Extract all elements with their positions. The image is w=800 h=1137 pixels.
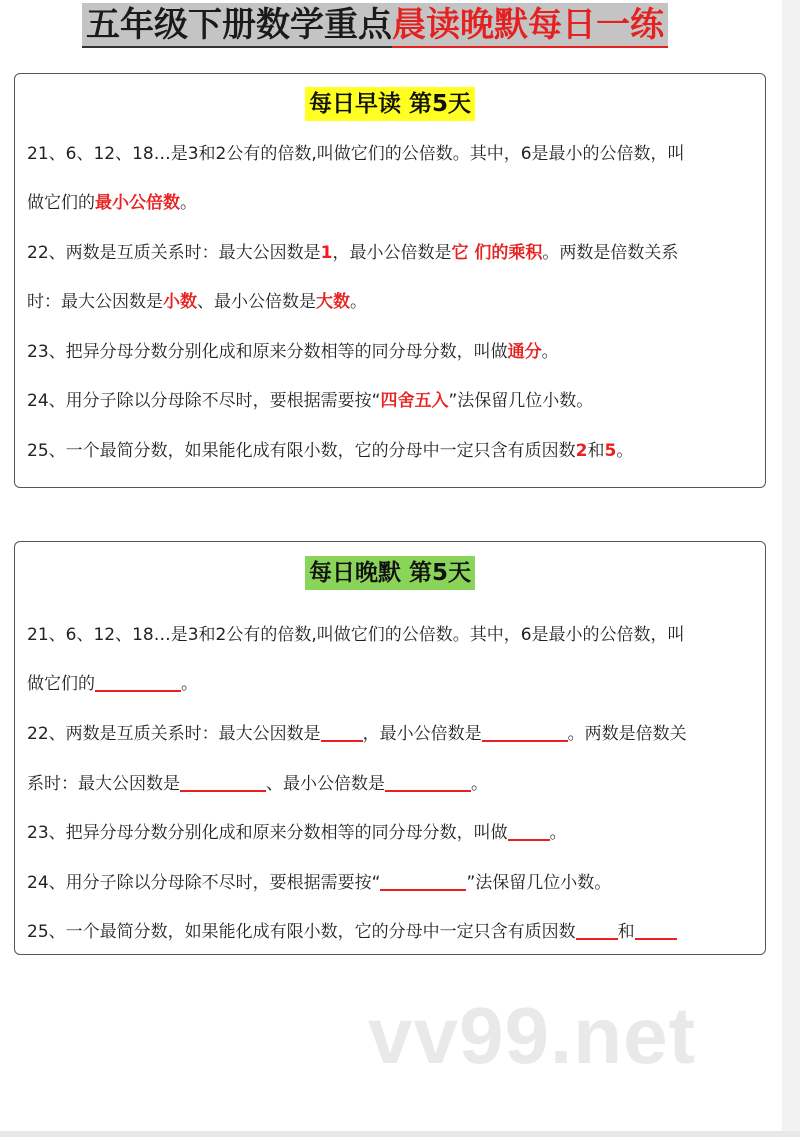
- highlighted-answer: 它 们的乘积: [451, 243, 543, 263]
- morning-line: [27, 337, 559, 362]
- line-text: ”法保留几位小数。: [448, 391, 594, 411]
- page-edge: [782, 0, 800, 1137]
- line-text: 25、一个最简分数，如果能化成有限小数，它的分母中一定只含有质因数: [27, 922, 576, 942]
- fill-in-blank[interactable]: [508, 823, 550, 841]
- evening-line: [27, 818, 567, 843]
- line-text: 。: [541, 342, 559, 362]
- morning-line: [27, 386, 593, 411]
- fill-in-blank[interactable]: [180, 774, 266, 792]
- line-text: 23、把异分母分数分别化成和原来分数相等的同分母分数，叫做: [27, 342, 508, 362]
- line-text: 时：最大公因数是: [27, 292, 163, 312]
- line-text: 。两数是倍数关系: [542, 243, 679, 263]
- line-text: 。两数是倍数关: [567, 724, 687, 744]
- highlighted-answer: 2: [575, 441, 588, 461]
- line-text: 。: [549, 823, 567, 843]
- page-bottom-edge: [0, 1131, 800, 1137]
- highlighted-answer: 大数: [316, 292, 350, 312]
- morning-line: [27, 238, 678, 263]
- line-text: 和: [587, 441, 605, 461]
- morning-reading-title: 每日早读 第5天: [305, 87, 475, 121]
- line-text: 、最小公倍数是: [266, 774, 385, 794]
- fill-in-blank[interactable]: [385, 774, 471, 792]
- evening-line: [27, 769, 488, 794]
- highlighted-answer: 1: [320, 243, 333, 263]
- fill-in-blank[interactable]: [635, 922, 677, 940]
- line-text: 。: [350, 292, 367, 312]
- fill-in-blank[interactable]: [380, 873, 466, 891]
- fill-in-blank[interactable]: [321, 724, 363, 742]
- highlighted-answer: 小数: [163, 292, 197, 312]
- line-text: 。: [181, 674, 198, 694]
- highlighted-answer: 四舍五入: [380, 391, 449, 411]
- line-text: ”法保留几位小数。: [466, 873, 612, 893]
- line-text: ，最小公倍数是: [332, 243, 452, 263]
- evening-dictation-card: [14, 541, 766, 955]
- line-text: 系时：最大公因数是: [27, 774, 180, 794]
- line-text: 做它们的: [27, 674, 95, 694]
- fill-in-blank[interactable]: [95, 674, 181, 692]
- line-text: 24、用分子除以分母除不尽时，要根据需要按“: [27, 873, 381, 893]
- fill-in-blank[interactable]: [576, 922, 618, 940]
- page-title-black: 五年级下册数学重点: [82, 3, 392, 48]
- evening-line: [27, 620, 685, 645]
- morning-line: [27, 436, 633, 461]
- evening-line: [27, 719, 687, 744]
- line-text: 22、两数是互质关系时：最大公因数是: [27, 243, 321, 263]
- line-text: ，最小公倍数是: [362, 724, 482, 744]
- evening-line: [27, 669, 198, 694]
- morning-line: [27, 139, 685, 164]
- line-text: 24、用分子除以分母除不尽时，要根据需要按“: [27, 391, 381, 411]
- page-title: [82, 3, 668, 48]
- line-text: 。: [180, 193, 197, 213]
- highlighted-answer: 最小公倍数: [95, 193, 180, 213]
- line-text: 21、6、12、18…是3和2公有的倍数,叫做它们的公倍数。其中，6是最小的公倍数，叫: [27, 144, 685, 164]
- evening-line: [27, 868, 611, 893]
- morning-line: [27, 287, 367, 312]
- line-text: 23、把异分母分数分别化成和原来分数相等的同分母分数，叫做: [27, 823, 508, 843]
- line-text: 做它们的: [27, 193, 95, 213]
- line-text: 25、一个最简分数，如果能化成有限小数，它的分母中一定只含有质因数: [27, 441, 576, 461]
- morning-line: [27, 188, 197, 213]
- line-text: 和: [617, 922, 635, 942]
- line-text: 、最小公倍数是: [197, 292, 316, 312]
- highlighted-answer: 通分: [507, 342, 542, 362]
- evening-line: [27, 917, 677, 942]
- morning-reading-card: [14, 73, 766, 488]
- page-title-red: 晨读晚默每日一练: [392, 3, 668, 48]
- evening-dictation-title: 每日晚默 第5天: [305, 556, 475, 590]
- watermark: vv99.net: [368, 991, 697, 1080]
- highlighted-answer: 5: [604, 441, 617, 461]
- fill-in-blank[interactable]: [482, 724, 568, 742]
- line-text: 22、两数是互质关系时：最大公因数是: [27, 724, 321, 744]
- line-text: 。: [616, 441, 634, 461]
- line-text: 21、6、12、18…是3和2公有的倍数,叫做它们的公倍数。其中，6是最小的公倍数，叫: [27, 625, 685, 645]
- line-text: 。: [471, 774, 488, 794]
